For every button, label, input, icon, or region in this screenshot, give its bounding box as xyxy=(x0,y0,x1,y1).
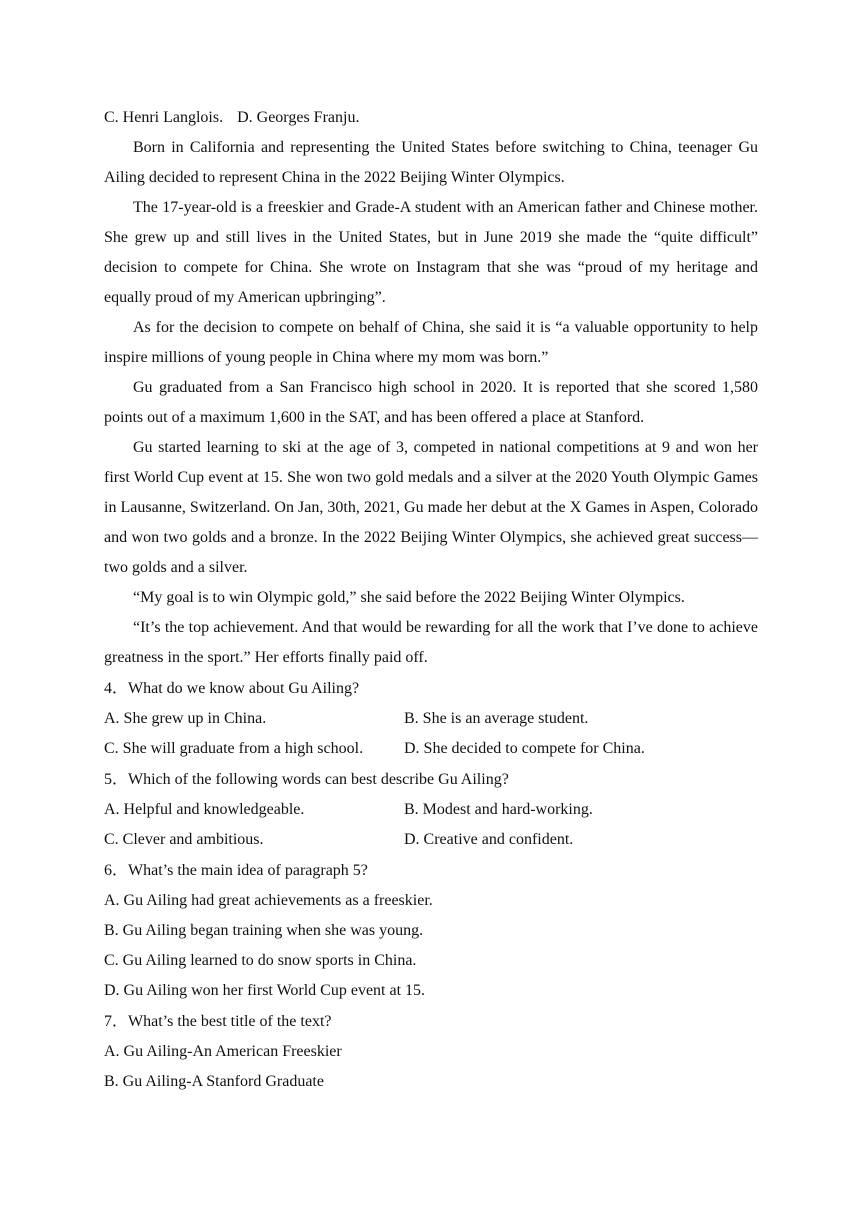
question-stem: 6．What’s the main idea of paragraph 5? xyxy=(104,862,368,879)
passage-paragraph-7: “It’s the top achievement. And that would be rewarding for all the work that I’ve done to achieve greatness in the sport.” Her efforts finally paid off. xyxy=(104,619,758,666)
previous-question-options xyxy=(104,103,758,133)
passage-paragraph-6: “My goal is to win Olympic gold,” she said before the 2022 Beijing Winter Olympics. xyxy=(133,589,685,606)
option-row xyxy=(104,825,758,855)
option-a: A. She grew up in China. xyxy=(104,710,267,727)
option-d: D. She decided to compete for China. xyxy=(404,740,645,757)
passage-paragraph-2: The 17-year-old is a freeskier and Grade-A student with an American father and Chinese mother. She grew up and still lives in the United States, but in June 2019 she made the “quite difficult” decision to compete for China. She wrote on Instagram that she was “proud of my heritage and equally proud of my American upbringing”. xyxy=(104,199,758,306)
option-row xyxy=(104,734,758,764)
option-d: D. Gu Ailing won her first World Cup event at 15. xyxy=(104,982,426,999)
reading-passage xyxy=(104,133,758,673)
option-c: C. Gu Ailing learned to do snow sports in China. xyxy=(104,952,417,969)
option-row xyxy=(104,704,758,734)
option-b: B. Gu Ailing-A Stanford Graduate xyxy=(104,1073,324,1090)
option-a: A. Gu Ailing-An American Freeskier xyxy=(104,1043,342,1060)
passage-paragraph-1: Born in California and representing the United States before switching to China, teenager Gu Ailing decided to represent China in the 2022 Beijing Winter Olympics. xyxy=(104,139,758,186)
exam-page xyxy=(104,103,758,1097)
passage-paragraph-3: As for the decision to compete on behalf of China, she said it is “a valuable opportunity to help inspire millions of young people in China where my mom was born.” xyxy=(104,319,758,366)
question-5 xyxy=(104,764,758,855)
question-stem: 4．What do we know about Gu Ailing? xyxy=(104,680,360,697)
question-6 xyxy=(104,855,758,1006)
option-b: B. She is an average student. xyxy=(404,710,589,727)
option-d: D. Georges Franju. xyxy=(237,109,360,126)
option-b: B. Gu Ailing began training when she was young. xyxy=(104,922,424,939)
option-c: C. Henri Langlois. xyxy=(104,109,224,126)
option-c: C. Clever and ambitious. xyxy=(104,831,264,848)
question-stem: 5．Which of the following words can best describe Gu Ailing? xyxy=(104,771,509,788)
option-b: B. Modest and hard-working. xyxy=(404,801,593,818)
option-row xyxy=(104,795,758,825)
passage-paragraph-5: Gu started learning to ski at the age of 3, competed in national competitions at 9 and won her first World Cup event at 15. She won two gold medals and a silver at the 2020 Youth Olympic Games in Lausanne, Switzerland. On Jan, 30th, 2021, Gu made her debut at the X Games in Aspen, Colorado and won two golds and a bronze. In the 2022 Beijing Winter Olympics, she achieved great success—two golds and a silver. xyxy=(104,439,758,576)
option-a: A. Helpful and knowledgeable. xyxy=(104,801,305,818)
question-stem: 7．What’s the best title of the text? xyxy=(104,1013,332,1030)
option-d: D. Creative and confident. xyxy=(404,831,574,848)
question-4 xyxy=(104,673,758,764)
passage-paragraph-4: Gu graduated from a San Francisco high school in 2020. It is reported that she scored 1,580 points out of a maximum 1,600 in the SAT, and has been offered a place at Stanford. xyxy=(104,379,758,426)
question-7 xyxy=(104,1006,758,1097)
option-c: C. She will graduate from a high school. xyxy=(104,740,364,757)
option-a: A. Gu Ailing had great achievements as a freeskier. xyxy=(104,892,433,909)
